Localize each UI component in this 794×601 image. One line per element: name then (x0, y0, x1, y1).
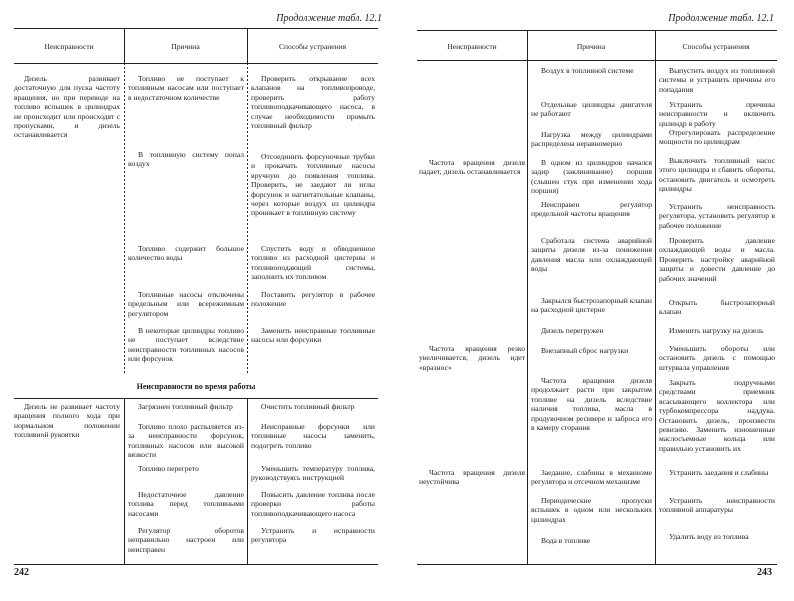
remedy-text: Проверить давление охлаждающей воды и масла. Проверить настройку аварийной защиты и довести давление до рабочих значений (659, 236, 775, 283)
cause-text: Топливо плохо распыляется из-за неисправности форсунок, топливных насосов или высокой вязкости (128, 422, 244, 460)
cause-text: В некоторые цилиндры топливо не поступает вследствие неисправности топливных насосов или форсунок (128, 326, 244, 364)
fault-text: Частота вращения дизеля неустойчива (419, 468, 525, 487)
cause-text: Топливо не поступает к топливным насосам или поступает в недостаточном количестве (128, 74, 244, 102)
remedy-text: Очистить топливный фильтр (261, 402, 355, 411)
fault-text: Частота вращения дизеля падает, дизель останавливается (419, 158, 525, 177)
cause-text: Заедание, слабины в механизме регулятора и отсечном механизме (531, 468, 652, 487)
cause-text: В топливную систему попал воздух (128, 150, 244, 169)
cause-text: Топливо перегрето (138, 464, 199, 473)
remedy-text: Устранить заедания и слабины (669, 468, 769, 477)
header-remedy: Способы устранения (278, 42, 347, 51)
continuation-label: Продолжение табл. 12.1 (276, 13, 382, 24)
remedy-text: Выпустить воздух из топливной системы и устранить причины его попадания (659, 66, 775, 94)
remedy-text: Устранить неисправности топливной аппаратуры (659, 496, 775, 515)
header-cause: Причина (576, 42, 606, 51)
fault-text: Дизель не развивает частоту вращения полного хода при нормальном положении топливной рукоятки (14, 402, 120, 440)
header-bottom-rule (417, 60, 777, 61)
cause-text: Дизель перегружен (541, 326, 604, 335)
remedy-text: Спустить воду и обводненное топливо из расходной цистерны и топливоподающей системы, заполнить их топливом (251, 244, 375, 282)
remedy-text: Устранить причины неисправности и включить цилиндр в работу (659, 100, 775, 128)
cause-text: Отдельные цилиндры двигателя не работают (531, 100, 652, 119)
column-divider (247, 398, 248, 564)
right-page (397, 0, 794, 601)
column-divider (124, 398, 125, 564)
column-divider (124, 63, 125, 374)
remedy-text: Отсоединить форсуночные трубки и прокачать топливные насосы вручную до появления топлива. Проверить, не заедают ли иглы форсунок и нагнетательные клапаны, через которые воздух из цилиндра проникает в топливную систему (251, 152, 375, 218)
table-bottom-rule (417, 564, 777, 565)
cause-text: Частота вращения дизеля продолжает расти при закрытом топливе на дизель вследствие наличия топлива, масла в продувочном ресивере и заброса его в камеру сгорания (531, 376, 652, 433)
cause-text: Регулятор оборотов неправильно настроен или неисправен (128, 526, 244, 554)
header-faults: Неисправности (44, 42, 94, 51)
remedy-text: Устранить неисправность регулятора, установить регулятор в рабочее положение (659, 202, 775, 230)
remedy-text: Открыть быстрозапорный клапан (659, 298, 775, 317)
remedy-text: Изменить нагрузку на дизель (669, 326, 764, 335)
page-number: 243 (757, 567, 772, 578)
header-faults: Неисправности (447, 42, 497, 51)
remedy-text: Закрыть подручными средствами приемник всасывающего коллектора или турбокомпрессора наддува. Остановить дизель, произвести ревизию. Заменить изношенные маслосъемные кольца или правильно установить их (659, 378, 775, 453)
page-number: 242 (14, 567, 29, 578)
header-bottom-rule (14, 63, 378, 64)
section-title: Неисправности во время работы (136, 382, 256, 391)
cause-text: Неисправен регулятор предельной частоты вращения (531, 200, 652, 219)
remedy-text: Проверить открывание всех клапанов на топливопроводе, проверить работу топливоподкачивающего насоса, в случае необходимости промыть топливный фильтр (251, 74, 375, 131)
column-divider (655, 30, 656, 564)
cause-text: Периодические пропуски вспышек в одном или нескольких цилиндрах (531, 496, 652, 524)
cause-text: Недостаточное давление топлива перед топливными насосами (128, 490, 244, 518)
section-rule (14, 398, 378, 399)
cause-text: Воздух в топливной системе (541, 66, 634, 75)
remedy-text: Неисправные форсунки или топливные насосы заменить, подогреть топливо (251, 422, 375, 450)
column-divider (247, 63, 248, 374)
remedy-text: Выключить топливный насос этого цилиндра и сбавить обороты, остановить двигатель и осмотреть цилиндры (659, 156, 775, 194)
table-top-rule (417, 30, 777, 31)
header-cause: Причина (171, 42, 200, 51)
cause-text: Закрылся быстрозапорный клапан на расходной цистерне (531, 296, 652, 315)
fault-text: Дизель развивает достаточную для пуска частоту вращения, но при переводе на топливо вспышек в цилиндрах не происходит или происходят с пропусками, и дизель останавливается (14, 74, 120, 140)
cause-text: Внезапный сброс нагрузки (541, 346, 629, 355)
remedy-text: Удалить воду из топлива (669, 532, 749, 541)
remedy-text: Отрегулировать распределение мощности по цилиндрам (659, 128, 775, 147)
remedy-text: Уменьшить температуру топлива, руководствуясь инструкцией (251, 464, 375, 483)
header-remedy: Способы устранения (682, 42, 750, 51)
remedy-text: Заменить неисправные топливные насосы или форсунки (251, 326, 375, 345)
cause-text: Загрязнен топливный фильтр (138, 402, 233, 411)
remedy-text: Поставить регулятор в рабочее положение (251, 290, 375, 309)
table-bottom-rule (14, 564, 378, 565)
remedy-text: Устранить и исправности регулятора (251, 526, 375, 545)
remedy-text: Уменьшить обороты или остановить дизель с помощью штурвала управления (659, 344, 775, 372)
cause-text: Топливо содержит большое количество воды (128, 244, 244, 263)
column-divider (527, 30, 528, 564)
cause-text: Сработала система аварийной защиты дизеля из-за понижения давления масла или охлаждающей воды (531, 236, 652, 274)
table-top-rule (14, 28, 378, 29)
cause-text: В одном из цилиндров начался задир (заклинивание) поршня (слышен стук при изменении хода поршня) (531, 158, 652, 196)
remedy-text: Повысить давление топлива после проверки работы топливоподкачивающего насоса (251, 490, 375, 518)
fault-text: Частота вращения резко увеличивается, дизель идет «вразнос» (419, 344, 525, 372)
cause-text: Нагрузка между цилиндрами распределена неравномерно (531, 130, 652, 149)
continuation-label: Продолжение табл. 12.1 (668, 13, 774, 24)
cause-text: Вода в топливе (541, 536, 591, 545)
cause-text: Топливные насосы отключены предельным или всережимным регулятором (128, 290, 244, 318)
